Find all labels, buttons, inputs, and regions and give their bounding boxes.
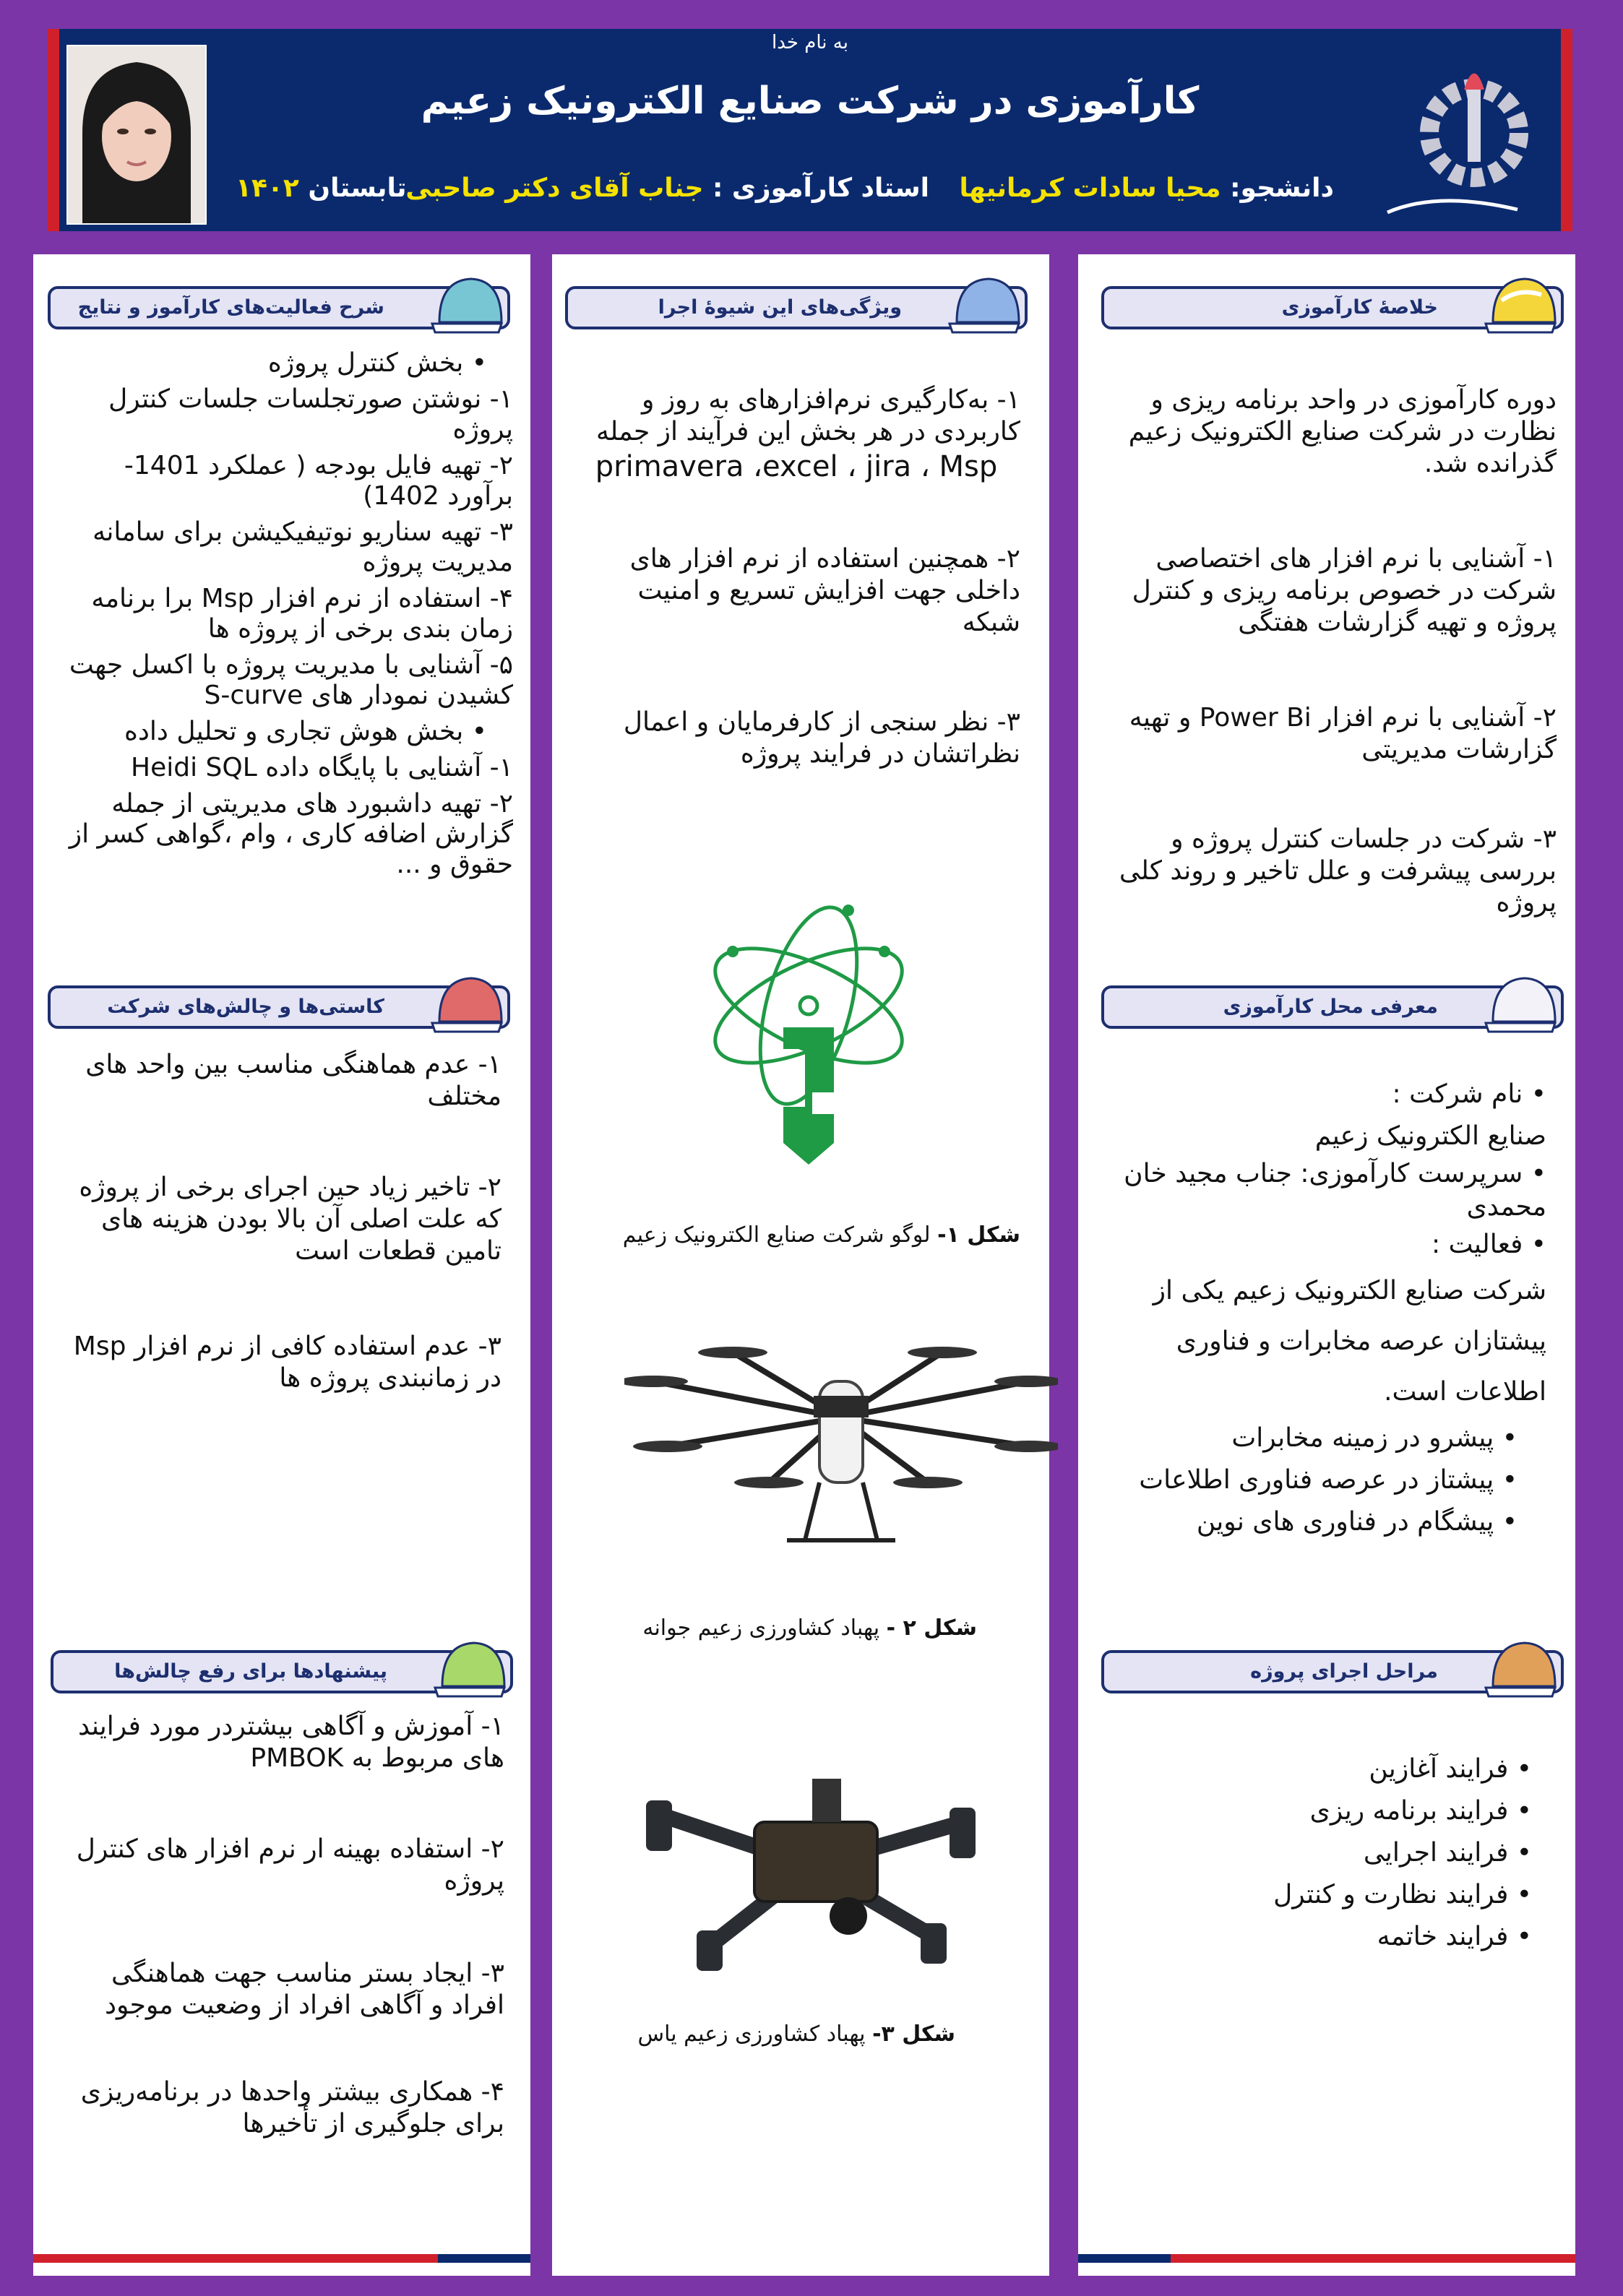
intro-place-heading (1101, 977, 1564, 1026)
student-label: دانشجو: (1221, 173, 1334, 203)
helmet-teal-icon (426, 272, 506, 341)
figure-3-text: پهباد کشاورزی زعیم یاس (637, 2021, 873, 2047)
challenges-title: کاستی‌ها و چالش‌های شرکت (107, 996, 384, 1018)
suggestion-item-3: ۳- ایجاد بستر مناسب جهت هماهنگی افراد و آگاهی افراد از وضعیت موجود (104, 1959, 504, 2020)
student-portrait-illustration (68, 46, 205, 223)
summary-title: خلاصهٔ کارآموزی (1281, 296, 1438, 319)
university-logo (1373, 46, 1554, 220)
activities-line-3: ۳- تهیه سناریو نوتیفیکیشن برای سامانه مدیریت پروژه (92, 517, 513, 577)
features-tools: primavera ،excel ، jira ، Msp (595, 450, 998, 483)
drone-yas-figure (632, 1757, 993, 1974)
activities-heading (48, 277, 510, 327)
helmet-orange-icon (1480, 1636, 1559, 1705)
right-column (1078, 254, 1575, 2276)
suggestion-item-2: ۲- استفاده بهینه ار نرم افزار های کنترل پروژه (76, 1834, 504, 1896)
features-item-1-text: ۱- به‌کارگیری نرم‌افزارهای به روز و کاربردی در هر بخش این فرآیند از جمله (595, 385, 1020, 446)
student-info (960, 173, 1334, 203)
suggestions-title: پیشنهادها برای رفع چالش‌ها (114, 1660, 387, 1683)
stage-item-2: • فرایند برنامه ریزی (1127, 1790, 1532, 1832)
page-title: کارآموزی در شرکت صنایع الکترونیک زعیم (421, 79, 1200, 123)
activities-list (51, 348, 513, 880)
intro-bullet-2: • پیشتاز در عرصه فناوری اطلاعات (1091, 1459, 1517, 1501)
features-title: ویژگی‌های این شیوهٔ اجرا (658, 296, 902, 319)
helmet-red-icon (426, 971, 506, 1040)
suggestion-item-1: ۱- آموزش و آگاهی بیشتردر مورد فرایند های مربوط به PMBOK (78, 1712, 504, 1773)
features-item-2: ۲- همچنین استفاده از نرم افزار های داخلی جهت افزایش تسریع و امنیت شبکه (629, 544, 1020, 637)
helmet-yellow-icon (1480, 272, 1559, 341)
figure-1-label: شکل ۱- (937, 1222, 1020, 1248)
figure-2-caption (642, 1615, 977, 1641)
intro-supervisor: • سرپرست کارآموزی: جناب مجید خان محمدی (1091, 1157, 1546, 1224)
activity-label: • فعالیت : (1091, 1224, 1546, 1266)
intro-place-title: معرفی محل کارآموزی (1223, 996, 1438, 1018)
season-label: تابستان (298, 173, 407, 203)
helmet-green-icon (429, 1636, 509, 1705)
stage-item-5: • فرایند خاتمه (1127, 1916, 1532, 1958)
left-column (33, 254, 530, 2276)
figure-1-text: لوگو شرکت صنایع الکترونیک زعیم (622, 1222, 938, 1248)
helmet-blue-icon (944, 272, 1023, 341)
supervisor-name: جناب آقای دکتر صاحبی (405, 173, 704, 203)
stage-item-1: • فرایند آغازین (1127, 1748, 1532, 1790)
activities-line-2: ۲- تهیه فایل بودجه ( عملکرد 1401- برآورد 1402) (124, 451, 513, 511)
summary-item-1: ۱- آشنایی با نرم افزار های اختصاصی شرکت در خصوص برنامه ریزی و کنترل پروژه و تهیه گزارشات هفتگی (1132, 544, 1557, 637)
stage-item-3: • فرایند اجرایی (1127, 1832, 1532, 1874)
bottom-navy-bar (1078, 2254, 1171, 2263)
activities-section-2: • بخش هوش تجاری و تحلیل داده (51, 717, 487, 747)
helmet-white-icon (1480, 971, 1559, 1040)
student-photo (66, 45, 207, 225)
bottom-navy-bar-left (438, 2254, 530, 2263)
company-label: • نام شرکت : (1091, 1074, 1546, 1115)
bottom-red-bar (1171, 2254, 1575, 2263)
activities-section-1: • بخش کنترل پروژه (51, 348, 487, 379)
challenge-item-2: ۲- تاخیر زیاد حین اجرای برخی از پروژه که علت اصلی آن بالا بودن هزینه های تامین قطعات است (79, 1173, 501, 1266)
quadcopter-drone-icon (632, 1757, 993, 1974)
activities-line-1: ۱- نوشتن صورتجلسات جلسات کنترل پروژه (108, 384, 513, 444)
stages-list (1127, 1748, 1532, 1958)
figure-2-label: شکل ۲ - (886, 1615, 977, 1641)
header-info-row (236, 173, 1334, 217)
drone-javaneh-figure (624, 1338, 1058, 1548)
summary-heading (1101, 277, 1564, 327)
season-info (236, 173, 407, 203)
header-red-stripe-left (48, 29, 59, 231)
activities-title: شرح فعالیت‌های کارآموز و نتایج (77, 296, 384, 319)
activities-line-4: ۴- استفاده از نرم افزار Msp برا برنامه زمان بندی برخی از پروژه ها (91, 584, 513, 644)
figure-3-label: شکل ۳- (872, 2021, 955, 2047)
suggestion-item-4: ۴- همکاری بیشتر واحدها در برنامه‌ریزی برای جلوگیری از تأخیرها (80, 2077, 504, 2139)
activities-line-5: ۵- آشنایی با مدیریت پروژه با اکسل جهت کشیدن نمودار های S-curve (69, 650, 513, 710)
header-banner (48, 29, 1572, 231)
figure-1-caption (623, 1222, 1020, 1248)
activity-text: شرکت صنایع الکترونیک زعیم یکی از پیشتازان عرصه مخابرات و فناوری اطلاعات است. (1153, 1276, 1546, 1407)
features-item-1 (572, 384, 1020, 485)
supervisor-label: استاد کارآموزی : (703, 173, 929, 203)
company-logo-figure (704, 897, 913, 1179)
figure-2-text: پهباد کشاورزی زعیم جوانه (642, 1615, 887, 1641)
zaeim-atom-logo-icon (704, 897, 913, 1179)
supervisor-info (405, 173, 929, 203)
bismillah-text: به نام خدا (772, 32, 848, 53)
bottom-red-bar-left (33, 2254, 438, 2263)
intro-bullet-1: • پیشرو در زمینه مخابرات (1091, 1417, 1517, 1459)
summary-item-3: ۳- شرکت در جلسات کنترل پروژه و بررسی پیشرفت و علل تاخیر و روند کلی پروژه (1119, 824, 1557, 918)
features-item-3: ۳- نظر سنجی از کارفرمایان و اعمال نظراتشان در فرایند پروژه (623, 707, 1020, 769)
stages-title: مراحل اجرای پروژه (1250, 1660, 1438, 1683)
figure-3-caption (638, 2021, 955, 2047)
stage-item-4: • فرایند نظارت و کنترل (1127, 1874, 1532, 1916)
features-heading (565, 277, 1028, 327)
company-name: صنایع الکترونیک زعیم (1314, 1121, 1546, 1151)
challenge-item-1: ۱- عدم هماهنگی مناسب بین واحد های مختلف (85, 1050, 501, 1111)
intro-place-body (1091, 1074, 1546, 1543)
summary-item-2: ۲- آشنایی با نرم افزار Power Bi و تهیه گزارشات مدیریتی (1129, 703, 1557, 764)
student-name: محیا سادات کرمانیها (959, 173, 1221, 203)
intro-bullet-3: • پیشگام در فناوری های نوین (1091, 1501, 1517, 1543)
activities-line-7: ۲- تهیه داشبورد های مدیریتی از جمله گزارش اضافه کاری ، وام ،گواهی کسر از حقوق و ... (69, 789, 513, 879)
season-year: ۱۴۰۲ (236, 173, 299, 203)
stages-heading (1101, 1641, 1564, 1691)
middle-column (552, 254, 1049, 2276)
suggestions-heading (51, 1641, 513, 1691)
activities-line-6: ۱- آشنایی با پایگاه داده Heidi SQL (131, 753, 513, 782)
challenge-item-3: ۳- عدم استفاده کافی از نرم افزار Msp در زمانبندی پروژه ها (73, 1332, 501, 1393)
gear-torch-logo-icon (1373, 46, 1554, 220)
header-red-stripe-right (1561, 29, 1572, 231)
octocopter-drone-icon (624, 1338, 1058, 1548)
challenges-heading (48, 977, 510, 1026)
summary-intro: دوره کارآموزی در واحد برنامه ریزی و نظارت در شرکت صنایع الکترونیک زعیم گذرانده شد. (1128, 385, 1557, 478)
